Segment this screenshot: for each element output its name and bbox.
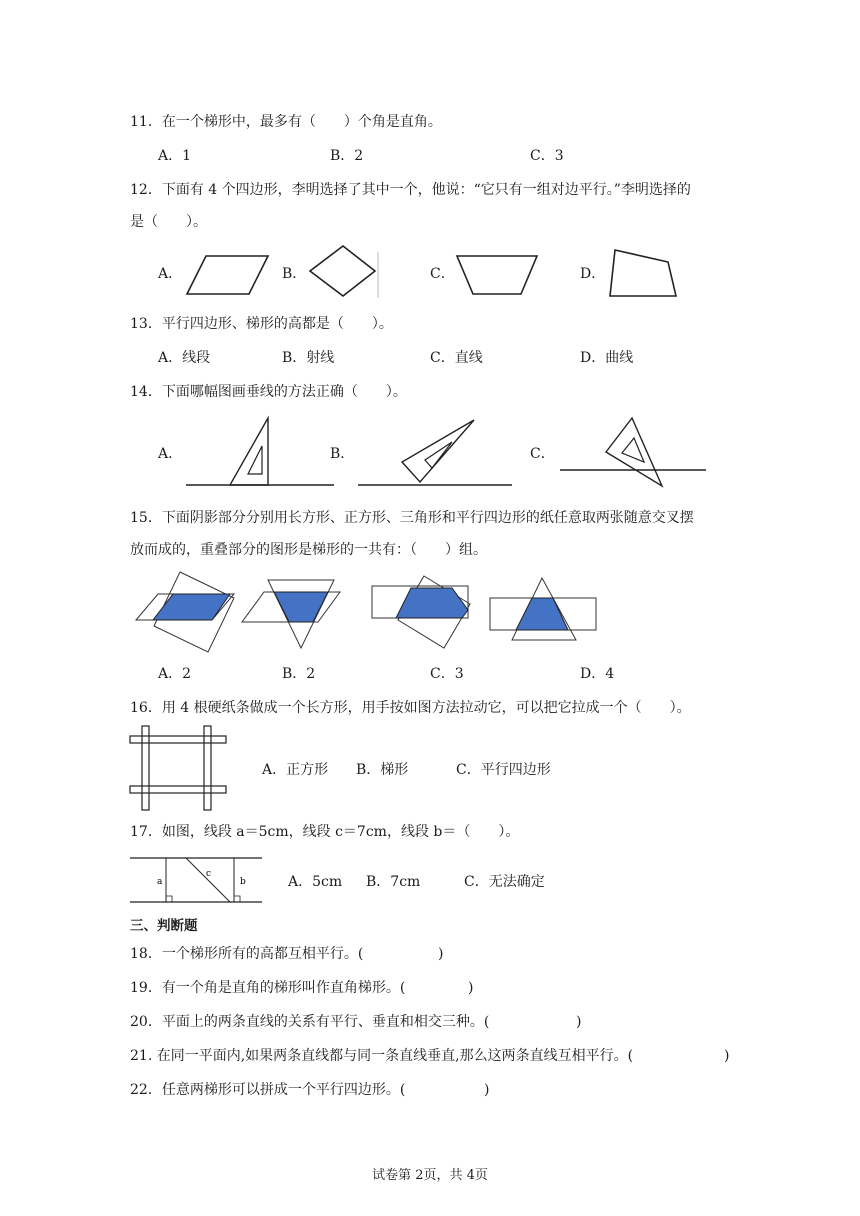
question-19: 19．有一个角是直角的梯形叫作直角梯形。(: [130, 980, 406, 996]
q17-option-a[interactable]: A．5cm: [288, 874, 343, 890]
question-13: 13．平行四边形、梯形的高都是（ ）。: [130, 316, 393, 332]
q15-option-c[interactable]: C．3: [430, 666, 464, 682]
question-16: 16．用 4 根硬纸条做成一个长方形，用手按如图方法拉动它，可以把它拉成一个（ ）。: [130, 700, 691, 716]
q15-option-b[interactable]: B．2: [282, 666, 316, 682]
question-22: 22．任意两梯形可以拼成一个平行四边形。(: [130, 1082, 406, 1098]
q15-option-d[interactable]: D．4: [580, 666, 615, 682]
question-21-answer-close[interactable]: ): [724, 1048, 730, 1064]
q16-option-a[interactable]: A．正方形: [262, 762, 329, 778]
question-17: 17．如图，线段 a＝5cm，线段 c＝7cm，线段 b＝（ ）。: [130, 824, 520, 840]
label-c: c: [206, 869, 212, 879]
q14-option-c[interactable]: C．: [530, 446, 555, 462]
q12-option-b[interactable]: B．: [282, 266, 307, 282]
question-19-answer-close[interactable]: ): [468, 980, 474, 996]
q12-option-c[interactable]: C．: [430, 266, 455, 282]
question-18: 18．一个梯形所有的高都互相平行。(: [130, 946, 364, 962]
question-15-line1: 15．下面阴影部分分别用长方形、正方形、三角形和平行四边形的纸任意取两张随意交叉摆: [130, 510, 694, 526]
question-18-answer-close[interactable]: ): [438, 946, 444, 962]
label-b: b: [240, 877, 246, 887]
question-22-answer-close[interactable]: ): [484, 1082, 490, 1098]
q11-option-b[interactable]: B．2: [330, 148, 364, 164]
q12-option-a[interactable]: A．: [158, 266, 183, 282]
question-15-line2: 放而成的，重叠部分的图形是梯形的一共有：（ ）组。: [130, 542, 487, 558]
q11-option-a[interactable]: A．1: [158, 148, 192, 164]
q13-option-d[interactable]: D．曲线: [580, 350, 634, 366]
q15-option-a[interactable]: A．2: [158, 666, 192, 682]
q17-option-b[interactable]: B．7cm: [366, 874, 421, 890]
q13-option-a[interactable]: A．线段: [158, 350, 211, 366]
q13-option-c[interactable]: C．直线: [430, 350, 483, 366]
question-12-line2: 是（ ）。: [130, 214, 207, 230]
label-a: a: [157, 877, 163, 887]
question-12-line1: 12．下面有 4 个四边形，李明选择了其中一个，他说：“它只有一组对边平行。”李明选择的: [130, 182, 691, 198]
question-20: 20．平面上的两条直线的关系有平行、垂直和相交三种。(: [130, 1014, 490, 1030]
q11-option-c[interactable]: C．3: [530, 148, 564, 164]
question-21: 21. 在同一平面内,如果两条直线都与同一条直线垂直,那么这两条直线互相平行。(: [130, 1048, 634, 1064]
q17-option-c[interactable]: C．无法确定: [464, 874, 545, 890]
q14-option-b[interactable]: B．: [330, 446, 355, 462]
q14-option-a[interactable]: A．: [158, 446, 183, 462]
q12-option-d[interactable]: D．: [580, 266, 606, 282]
q16-option-b[interactable]: B．梯形: [356, 762, 409, 778]
question-20-answer-close[interactable]: ): [576, 1014, 582, 1030]
question-14: 14．下面哪幅图画垂线的方法正确（ ）。: [130, 384, 407, 400]
question-11: 11．在一个梯形中，最多有（ ）个角是直角。: [130, 114, 442, 130]
q16-option-c[interactable]: C．平行四边形: [456, 762, 551, 778]
section-title: 三、判断题: [130, 918, 198, 934]
q13-option-b[interactable]: B．射线: [282, 350, 335, 366]
page-footer: 试卷第 2页，共 4页: [372, 1168, 488, 1183]
